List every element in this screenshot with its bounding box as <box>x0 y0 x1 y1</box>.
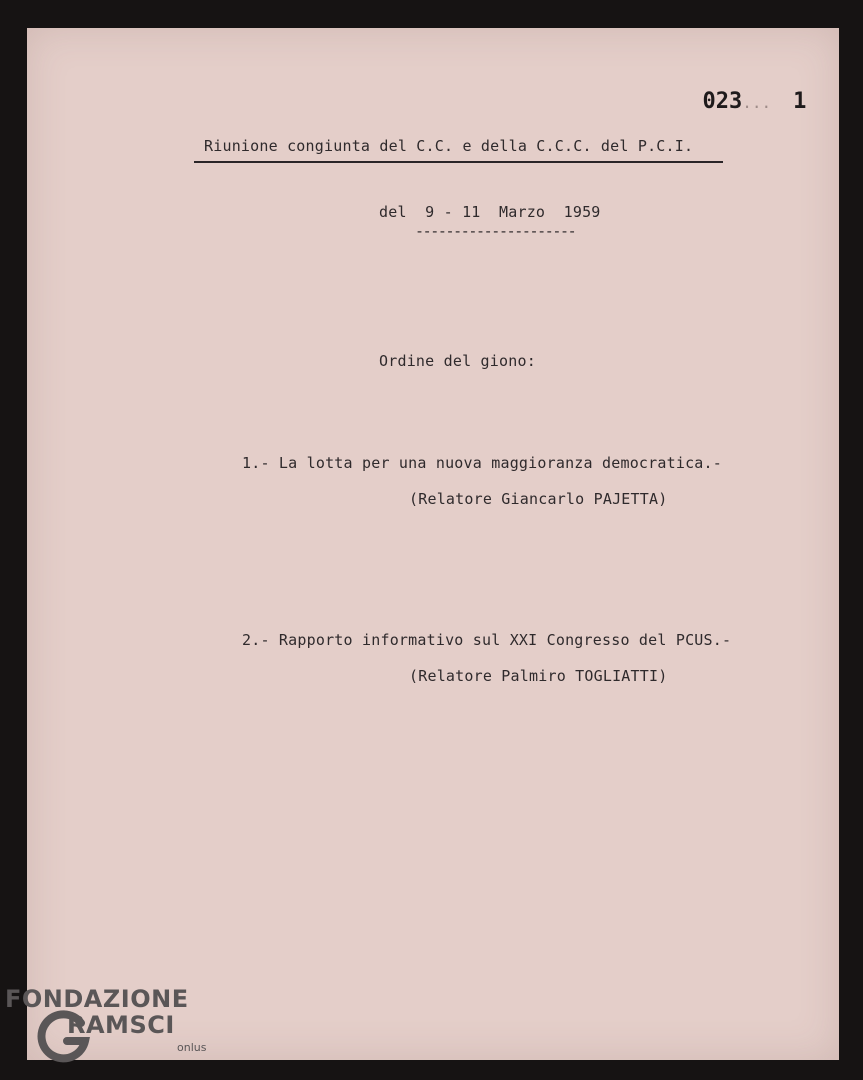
archive-stamp <box>676 64 806 114</box>
logo-onlus: onlus <box>177 1041 207 1054</box>
stamp-page: 1 <box>793 89 807 114</box>
agenda-item-1-speaker: (Relatore Giancarlo PAJETTA) <box>409 490 668 508</box>
date-underline: --------------------- <box>415 222 576 240</box>
agenda-item-2: 2.- Rapporto informativo sul XXI Congresso del PCUS.- <box>242 631 732 649</box>
title-underline <box>194 161 723 163</box>
document-page <box>27 28 839 1060</box>
logo-line1: FONDAZIONE <box>5 985 189 1013</box>
stamp-dots: ... <box>742 93 772 112</box>
agenda-item-2-speaker: (Relatore Palmiro TOGLIATTI) <box>409 667 668 685</box>
agenda-heading: Ordine del giono: <box>379 352 536 370</box>
meeting-date: del 9 - 11 Marzo 1959 <box>379 203 601 221</box>
agenda-item-1: 1.- La lotta per una nuova maggioranza democratica.- <box>242 454 722 472</box>
fondazione-gramsci-logo <box>5 985 215 1077</box>
logo-line2: RAMSCI <box>67 1011 175 1039</box>
document-title: Riunione congiunta del C.C. e della C.C.C. del P.C.I. <box>204 137 694 155</box>
stamp-number: 023 <box>702 89 743 114</box>
